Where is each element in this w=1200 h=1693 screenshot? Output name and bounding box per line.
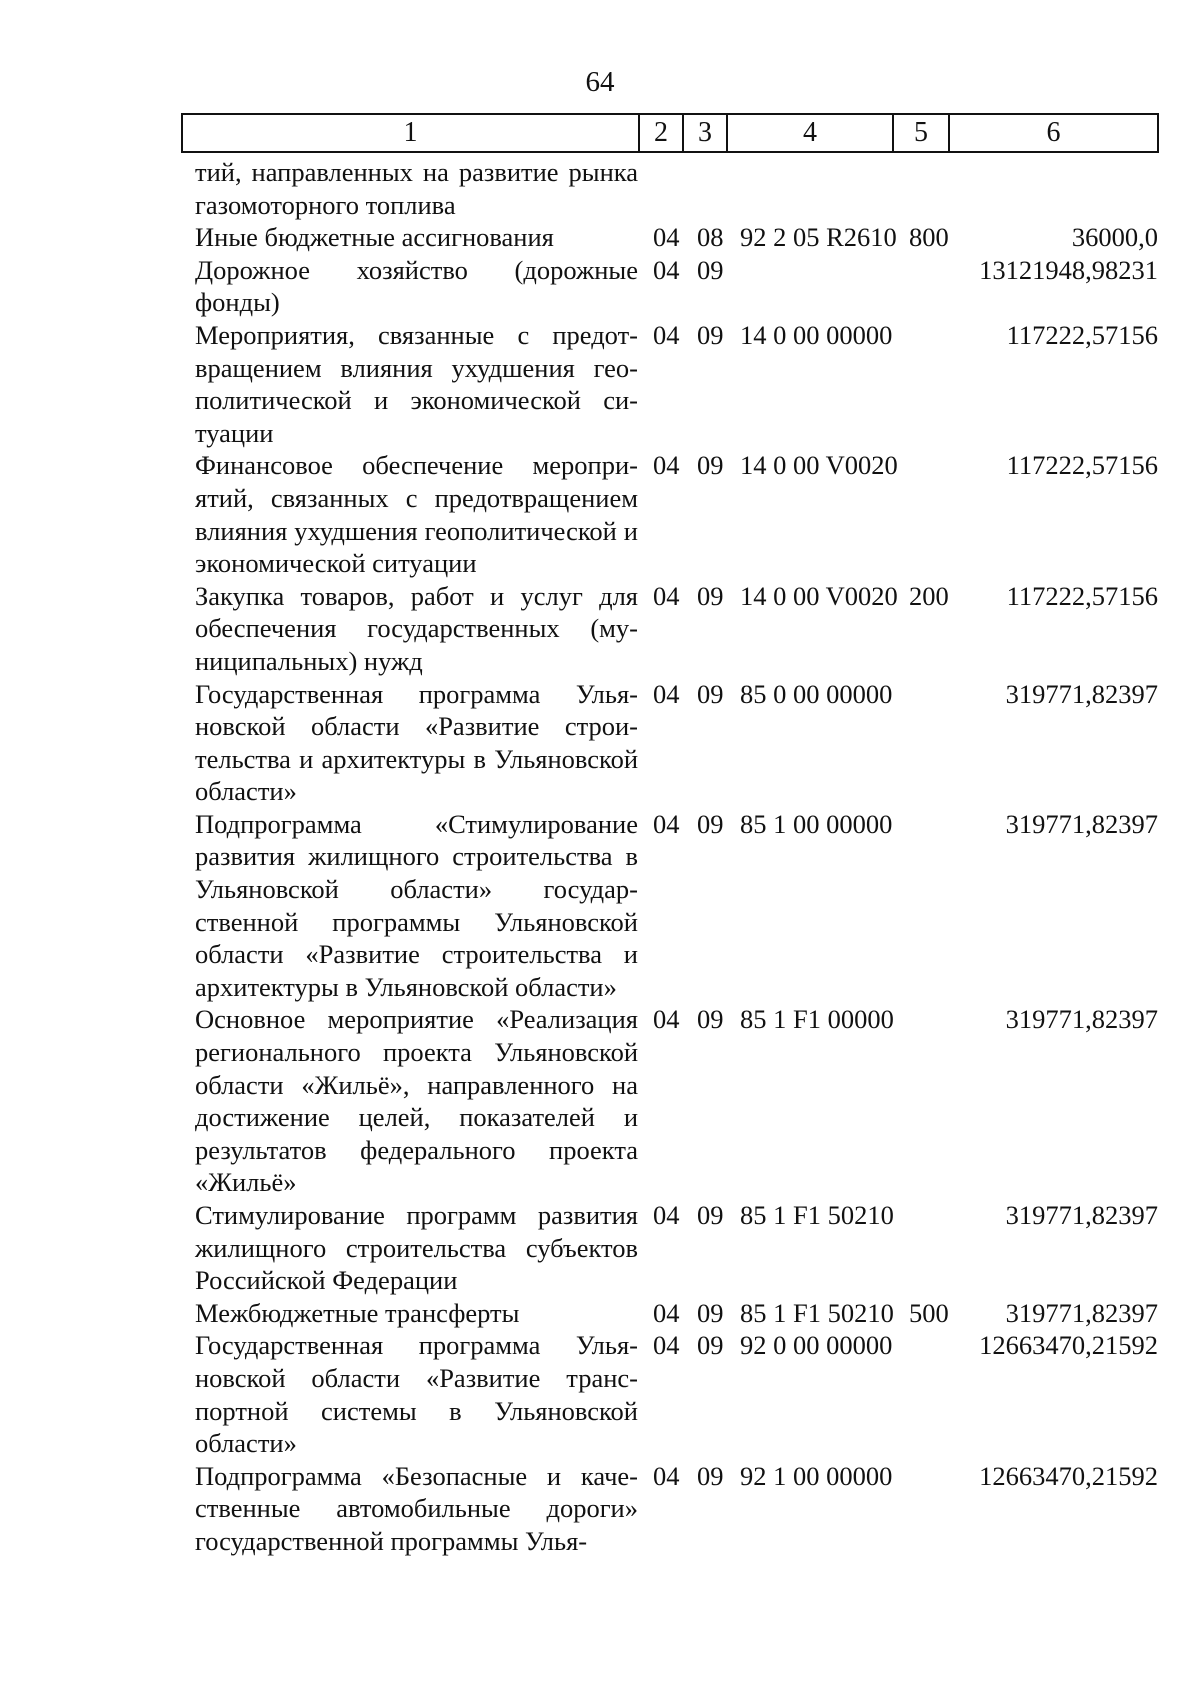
section-code: 04 [653,1200,680,1230]
section-code: 04 [653,319,680,350]
table-row [0,580,1200,678]
amount: 117222,57156 [1006,580,1158,611]
section-code: 04 [653,254,680,285]
amount: 13121948,98231 [979,254,1158,285]
section-code: 04 [653,222,680,253]
column-header-1: 1 [182,114,639,152]
section-code: 04 [653,1004,680,1035]
table-row [0,221,1200,254]
row-description: тий, направленных на развитие рынка газомоторного топлива [195,157,638,220]
target-article-code: 14 0 00 V0020 [740,450,898,481]
target-article-code: 85 1 00 00000 [740,808,893,839]
subsection-code: 09 [697,1297,724,1328]
subsection-code: 09 [697,450,724,481]
column-header-4: 4 [727,114,893,152]
target-article-code: 92 2 05 R2610 [740,222,897,253]
section-code: 04 [653,1330,680,1361]
table-row [0,678,1200,808]
table-row [0,808,1200,1004]
column-header-2: 2 [639,114,683,152]
subsection-code: 09 [697,254,724,285]
amount: 117222,57156 [1006,450,1158,481]
column-header-6: 6 [949,114,1158,152]
row-description: Мероприятия, связанные с предотвращением влияния ухудшения геополитической и экономической ситуации [195,319,638,448]
row-description: Иные бюджетные ассигнования [195,222,554,253]
column-header-3: 3 [683,114,727,152]
target-article-code: 85 1 F1 00000 [740,1004,894,1035]
row-description: Государственная программа Ульяновской области «Развитие транспортной системы в Ульяновской области» [195,1330,638,1459]
row-description: Финансовое обеспечение мероприятий, связанных с предотвращением влияния ухудшения геополитической и экономической ситуации [195,450,638,579]
amount: 319771,82397 [1005,1004,1158,1035]
subsection-code: 09 [697,678,724,709]
subsection-code: 09 [697,1004,724,1035]
amount: 36000,0 [1071,222,1158,253]
table-row [0,1003,1200,1199]
row-description: Стимулирование программ развития жилищного строительства субъектов Российской Федерации [195,1200,638,1296]
amount: 117222,57156 [1006,319,1158,350]
amount: 12663470,21592 [979,1460,1158,1491]
section-code: 04 [653,1297,680,1328]
table-row [0,156,1200,221]
row-description: Подпрограмма «Безопасные и качественные автомобильные дороги» государственной программы Улья- [195,1460,638,1556]
page-number: 64 [585,66,615,98]
table-row [0,1460,1200,1558]
section-code: 04 [653,808,680,839]
expense-type-code: 500 [909,1297,949,1328]
table-row [0,449,1200,579]
subsection-code: 09 [697,1460,724,1491]
target-article-code: 92 0 00 00000 [740,1330,893,1361]
section-code: 04 [653,1460,680,1491]
target-article-code: 85 0 00 00000 [740,678,893,709]
row-description: Дорожное хозяйство (дорожные фонды) [195,254,638,318]
amount: 12663470,21592 [979,1330,1158,1361]
subsection-code: 09 [697,1200,724,1230]
section-code: 04 [653,678,680,709]
budget-table-body [0,156,1200,1558]
expense-type-code: 200 [909,580,949,611]
table-row [0,319,1200,449]
table-row [0,1329,1200,1459]
column-header-row [181,113,1159,153]
section-code: 04 [653,580,680,611]
row-description: Закупка товаров, работ и услуг для обеспечения государственных (муниципальных) нужд [195,580,638,676]
target-article-code: 14 0 00 00000 [740,319,893,350]
target-article-code: 92 1 00 00000 [740,1460,893,1491]
expense-type-code: 800 [909,222,949,253]
amount: 319771,82397 [1005,1200,1158,1230]
row-description: Основное мероприятие «Реализация регионального проекта Ульяновской области «Жильё», направленного на достижение целей, показателей и результатов федерального проекта «Жильё» [195,1004,638,1198]
subsection-code: 09 [697,808,724,839]
amount: 319771,82397 [1005,678,1158,709]
row-description: Государственная программа Ульяновской области «Развитие строительства и архитектуры в Ульяновской области» [195,678,638,807]
subsection-code: 09 [697,319,724,350]
subsection-code: 08 [697,222,724,253]
target-article-code: 85 1 F1 50210 [740,1200,894,1230]
amount: 319771,82397 [1005,808,1158,839]
row-description: Подпрограмма «Стимулирование развития жилищного строительства в Ульяновской области» государственной программы Ульяновской области «Развитие строительства и архитектуры в Ульяновской области» [195,808,638,1002]
table-row [0,254,1200,319]
section-code: 04 [653,450,680,481]
subsection-code: 09 [697,1330,724,1361]
subsection-code: 09 [697,580,724,611]
target-article-code: 85 1 F1 50210 [740,1297,894,1328]
table-row [0,1199,1200,1297]
column-header-5: 5 [893,114,949,152]
table-row [0,1297,1200,1330]
target-article-code: 14 0 00 V0020 [740,580,898,611]
row-description: Межбюджетные трансферты [195,1297,520,1328]
amount: 319771,82397 [1005,1297,1158,1328]
